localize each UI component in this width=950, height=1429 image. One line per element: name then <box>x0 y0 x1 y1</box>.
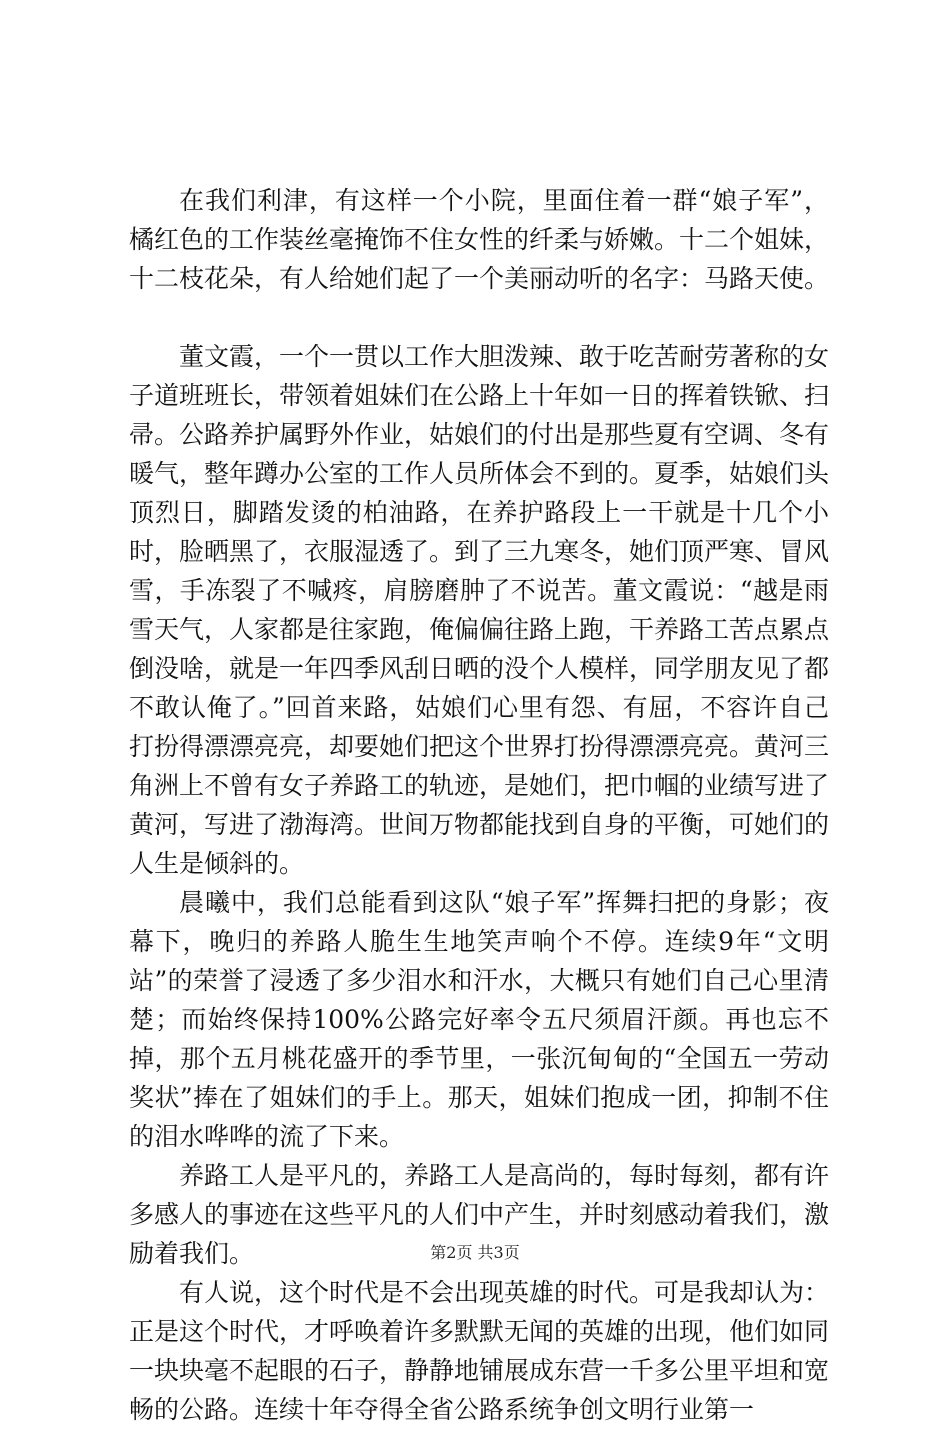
paragraph-2: 董文霞，一个一贯以工作大胆泼辣、敢于吃苦耐劳著称的女子道班班长，带领着姐妹们在公路上十年如一日的挥着铁锨、扫帚。公路养护属野外作业，姑娘们的付出是那些夏有空调、冬有暖气，整年蹲办公室的工作人员所体会不到的。夏季，姑娘们头顶烈日，脚踏发烫的柏油路，在养护路段上一干就是十几个小时，脸晒黑了，衣服湿透了。到了三九寒冬，她们顶严寒、冒风雪，手冻裂了不喊疼，肩膀磨肿了不说苦。董文霞说：“越是雨雪天气，人家都是往家跑，俺偏偏往路上跑，干养路工苦点累点倒没啥，就是一年四季风刮日晒的没个人模样，同学朋友见了都不敢认俺了。”回首来路，姑娘们心里有怨、有屈，不容许自己打扮得漂漂亮亮，却要她们把这个世界打扮得漂漂亮亮。黄河三角洲上不曾有女子养路工的轨迹，是她们，把巾帼的业绩写进了黄河，写进了渤海湾。世间万物都能找到自身的平衡，可她们的人生是倾斜的。 <box>129 342 830 878</box>
paragraph-5: 有人说，这个时代是不会出现英雄的时代。可是我却认为：正是这个时代，才呼唤着许多默默无闻的英雄的出现，他们如同一块块毫不起眼的石子，静静地铺展成东营一千多公里平坦和宽畅的公路。连续十年夺得全省公路系统争创文明行业第一 <box>129 1278 830 1424</box>
paragraph-1: 在我们利津，有这样一个小院，里面住着一群“娘子军”，橘红色的工作装丝毫掩饰不住女性的纤柔与娇嫩。十二个姐妹，十二枝花朵，有人给她们起了一个美丽动听的名字：马路天使。 <box>129 186 830 293</box>
paragraph-3: 晨曦中，我们总能看到这队“娘子军”挥舞扫把的身影；夜幕下，晚归的养路人脆生生地笑声响个不停。连续9年“文明站”的荣誉了浸透了多少泪水和汗水，大概只有她们自己心里清楚；而始终保持100%公路完好率令五尺须眉汗颜。再也忘不掉，那个五月桃花盛开的季节里，一张沉甸甸的“全国五一劳动奖状”捧在了姐妹们的手上。那天，姐妹们抱成一团，抑制不住的泪水哗哗的流了下来。 <box>129 888 829 1151</box>
page-number-footer: 第2页 共3页 <box>430 1243 520 1262</box>
paragraph-4: 养路工人是平凡的，养路工人是高尚的，每时每刻，都有许多感人的事迹在这些平凡的人们中产生，并时刻感动着我们，激励着我们。 <box>129 1161 830 1268</box>
paragraph-spacer <box>129 298 829 337</box>
